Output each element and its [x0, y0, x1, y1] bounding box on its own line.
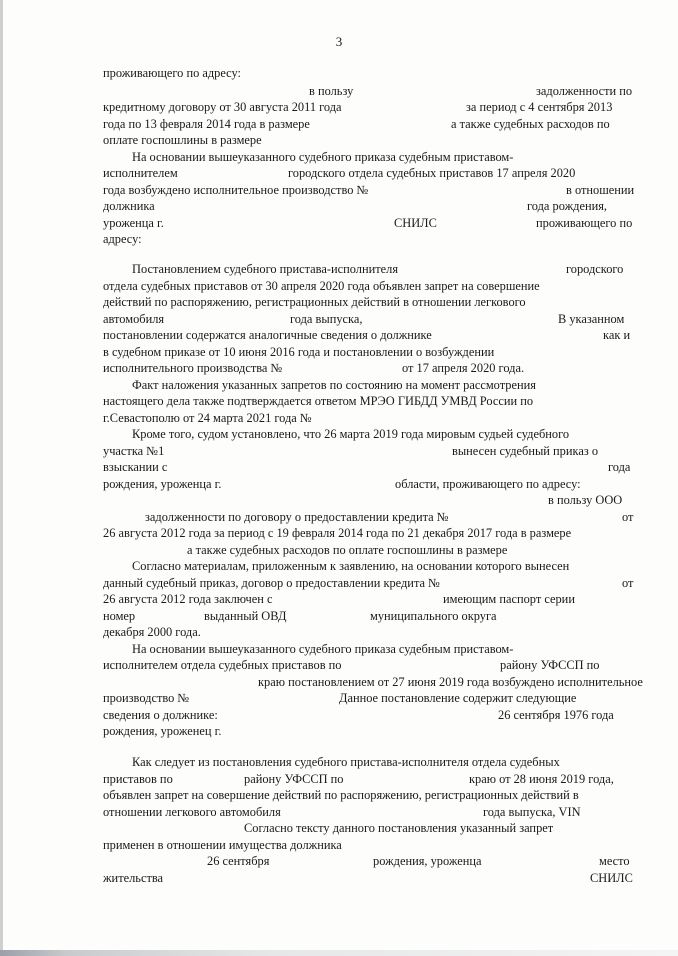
text-line: 26 августа 2012 года заключен с — [103, 592, 273, 606]
text-line: от — [622, 510, 634, 524]
text-line: применен в отношении имущества должника — [103, 838, 342, 852]
text-line: настоящего дела также подтверждается ответом МРЭО ГИБДД УМВД России по — [103, 394, 534, 408]
text-line: взыскании с — [103, 460, 168, 474]
text-line: как и — [603, 328, 631, 342]
text-line: место — [599, 854, 630, 868]
text-line: года выпуска, — [290, 312, 363, 326]
text-line: кредитному договору от 30 августа 2011 года — [103, 100, 342, 114]
text-line: рождения, уроженца г. — [103, 477, 222, 491]
text-line: вынесен судебный приказ о — [452, 444, 599, 458]
text-line: должника — [103, 199, 155, 213]
text-line: городского отдела судебных приставов 17 апреля 2020 — [288, 166, 576, 180]
text-line: от 17 апреля 2020 года. — [402, 361, 525, 375]
text-line: исполнительного производства № — [103, 361, 283, 375]
text-line: выданный ОВД — [204, 609, 287, 623]
text-line: за период с 4 сентября 2013 — [466, 100, 613, 114]
text-line: года по 13 февраля 2014 года в размере — [103, 117, 310, 131]
text-line: в отношении — [566, 183, 635, 197]
text-line: району УФССП по — [244, 772, 344, 786]
text-line: номер — [103, 609, 136, 623]
text-line: 26 сентября — [207, 854, 270, 868]
text-line: имеющим паспорт серии — [443, 592, 575, 606]
text-line: Как следует из постановления судебного пристава-исполнителя отдела судебных — [132, 755, 560, 769]
text-line: городского — [566, 262, 624, 276]
text-line: задолженности по — [536, 84, 633, 98]
text-line: СНИЛС — [394, 216, 437, 230]
text-line: года выпуска, VIN — [483, 805, 581, 819]
text-line: задолженности по договору о предоставлении кредита № — [145, 510, 449, 524]
text-line: участка №1 — [103, 444, 165, 458]
text-line: данный судебный приказ, договор о предоставлении кредита № — [103, 576, 440, 590]
text-line: от — [622, 576, 634, 590]
text-line: уроженца г. — [103, 216, 164, 230]
text-line: года рождения, — [527, 199, 608, 213]
text-line: области, проживающего по адресу: — [395, 477, 581, 491]
text-line: г.Севастополю от 24 марта 2021 года № — [103, 411, 312, 425]
text-line: года возбуждено исполнительное производство № — [103, 183, 369, 197]
text-line: муниципального округа — [370, 609, 497, 623]
text-line: в пользу ООО — [548, 493, 623, 507]
text-line: автомобиля — [103, 312, 165, 326]
scan-left-edge — [0, 0, 3, 956]
text-line: отдела судебных приставов от 30 апреля 2020 года объявлен запрет на совершение — [103, 279, 540, 293]
text-line: исполнителем — [103, 166, 178, 180]
page-number: 3 — [335, 34, 343, 49]
text-line: 26 августа 2012 года за период с 19 февраля 2014 года по 21 декабря 2017 года в размере — [103, 526, 572, 540]
text-line: действий по распоряжению, регистрационных действий в отношении легкового — [103, 295, 526, 309]
text-line: исполнителем отдела судебных приставов по — [103, 658, 342, 672]
text-line: в пользу — [309, 84, 354, 98]
text-line: а также судебных расходов по оплате госпошлины в размере — [187, 543, 508, 557]
text-line: проживающего по адресу: — [103, 66, 241, 80]
text-line: а также судебных расходов по — [451, 117, 610, 131]
text-line: декабря 2000 года. — [103, 625, 201, 639]
text-line: сведения о должнике: — [103, 708, 218, 722]
text-line: жительства — [103, 871, 164, 885]
text-line: Согласно материалам, приложенным к заявлению, на основании которого вынесен — [132, 559, 570, 573]
text-line: 26 сентября 1976 года — [498, 708, 614, 722]
text-line: краю от 28 июня 2019 года, — [469, 772, 614, 786]
scan-bottom-edge — [0, 950, 678, 956]
text-line: На основании вышеуказанного судебного приказа судебным приставом- — [132, 642, 514, 656]
text-line: Кроме того, судом установлено, что 26 марта 2019 года мировым судьей судебного — [132, 427, 570, 441]
text-line: отношении легкового автомобиля — [103, 805, 281, 819]
text-line: в судебном приказе от 10 июня 2016 года и постановлении о возбуждении — [103, 345, 495, 359]
text-line: Данное постановление содержит следующие — [339, 691, 577, 705]
text-line: рождения, уроженец г. — [103, 724, 222, 738]
text-line: Постановлением судебного пристава-исполнителя — [132, 262, 399, 276]
text-line: На основании вышеуказанного судебного приказа судебным приставом- — [132, 150, 514, 164]
text-line: приставов по — [103, 772, 173, 786]
text-line: года — [608, 460, 631, 474]
text-line: объявлен запрет на совершение действий по распоряжению, регистрационных действий в — [103, 788, 579, 802]
text-line: краю постановлением от 27 июня 2019 года возбуждено исполнительное — [258, 675, 643, 689]
text-line: Согласно тексту данного постановления указанный запрет — [244, 821, 554, 835]
text-line: адресу: — [103, 232, 142, 246]
text-line: оплате госпошлины в размере — [103, 133, 262, 147]
text-line: рождения, уроженца — [373, 854, 482, 868]
text-line: проживающего по — [536, 216, 633, 230]
text-line: производство № — [103, 691, 190, 705]
text-line: району УФССП по — [500, 658, 600, 672]
text-line: Факт наложения указанных запретов по состоянию на момент рассмотрения — [132, 378, 536, 392]
text-line: В указанном — [558, 312, 625, 326]
text-line: СНИЛС — [590, 871, 633, 885]
text-line: постановлении содержатся аналогичные сведения о должнике — [103, 328, 432, 342]
